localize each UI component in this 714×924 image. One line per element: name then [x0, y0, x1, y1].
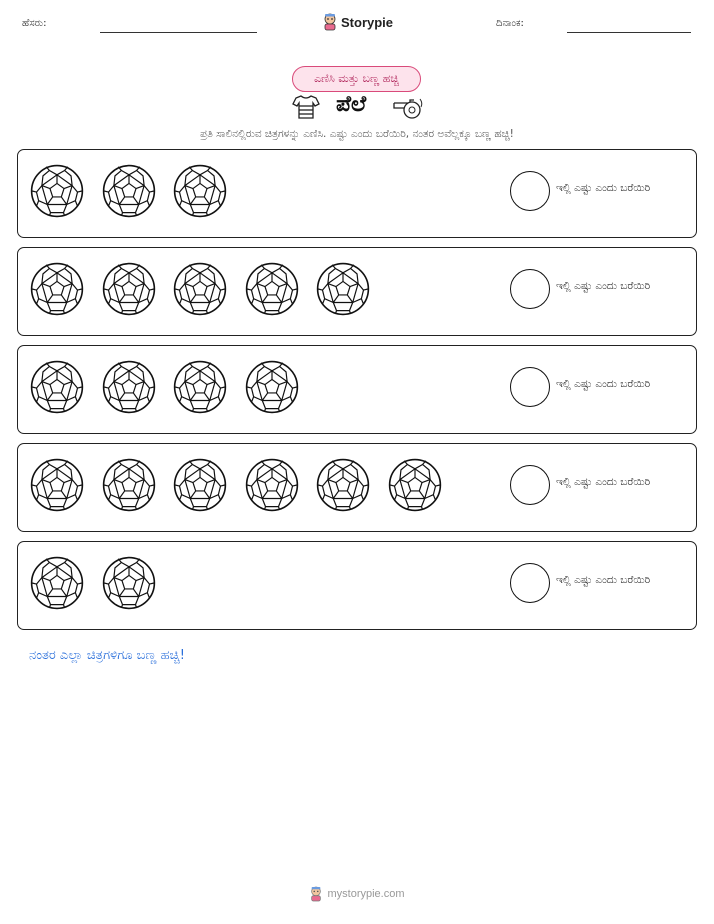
- soccer-ball-icon: [30, 556, 84, 610]
- date-label: ದಿನಾಂಕ:: [496, 18, 524, 29]
- counting-row: [17, 247, 697, 336]
- soccer-ball-icon: [245, 360, 299, 414]
- answer-label: ಇಲ್ಲಿ ಎಷ್ಟು ಎಂದು ಬರೆಯಿರಿ: [556, 280, 651, 292]
- soccer-ball-icon: [173, 360, 227, 414]
- soccer-ball-icon: [316, 458, 370, 512]
- subject-title: [290, 92, 426, 122]
- worksheet-header: [0, 0, 714, 40]
- answer-label: ಇಲ್ಲಿ ಎಷ್ಟು ಎಂದು ಬರೆಯಿರಿ: [556, 378, 651, 390]
- soccer-ball-icon: [102, 262, 156, 316]
- soccer-ball-icon: [388, 458, 442, 512]
- answer-circle[interactable]: [510, 171, 550, 211]
- soccer-ball-icon: [102, 458, 156, 512]
- soccer-ball-icon: [316, 262, 370, 316]
- storypie-mascot-icon: [309, 886, 323, 902]
- website-footer: [0, 886, 714, 902]
- answer-label: ಇಲ್ಲಿ ಎಷ್ಟು ಎಂದು ಬರೆಯಿರಿ: [556, 574, 651, 586]
- answer-circle[interactable]: [510, 563, 550, 603]
- striped-shirt-icon: [292, 94, 320, 120]
- name-label: ಹೆಸರು:: [22, 18, 47, 29]
- answer-label: ಇಲ್ಲಿ ಎಷ್ಟು ಎಂದು ಬರೆಯಿರಿ: [556, 182, 651, 194]
- counting-row: [17, 443, 697, 532]
- activity-title-pill: [292, 66, 421, 92]
- soccer-ball-icon: [102, 360, 156, 414]
- soccer-ball-icon: [173, 262, 227, 316]
- brand-logo: [322, 12, 393, 32]
- instructions-text: ಪ್ರತಿ ಸಾಲಿನಲ್ಲಿರುವ ಚಿತ್ರಗಳನ್ನು ಎಣಿಸಿ. ಎಷ್ಟು ಎಂದು ಬರೆಯಿರಿ, ನಂತರ ಅವೆಲ್ಲಕ್ಕೂ ಬಣ್ಣ ಹಚ್ಚಿ!: [200, 128, 514, 140]
- website-url: mystorypie.com: [327, 888, 405, 900]
- name-write-line: [100, 32, 257, 33]
- soccer-ball-icon: [102, 556, 156, 610]
- soccer-ball-icon: [30, 164, 84, 218]
- footer-note: ನಂತರ ಎಲ್ಲಾ ಚಿತ್ರಗಳಿಗೂ ಬಣ್ಣ ಹಚ್ಚಿ!: [29, 648, 185, 663]
- whistle-icon: [390, 95, 424, 119]
- answer-circle[interactable]: [510, 269, 550, 309]
- soccer-ball-icon: [245, 458, 299, 512]
- answer-circle[interactable]: [510, 367, 550, 407]
- counting-row: [17, 345, 697, 434]
- subject-word: ಪೆಲೆ: [336, 92, 367, 117]
- soccer-ball-icon: [30, 458, 84, 512]
- soccer-ball-icon: [30, 360, 84, 414]
- soccer-ball-icon: [245, 262, 299, 316]
- answer-label: ಇಲ್ಲಿ ಎಷ್ಟು ಎಂದು ಬರೆಯಿರಿ: [556, 476, 651, 488]
- soccer-ball-icon: [30, 262, 84, 316]
- brand-name: Storypie: [341, 14, 394, 30]
- soccer-ball-icon: [173, 164, 227, 218]
- storypie-mascot-icon: [322, 13, 338, 31]
- soccer-ball-icon: [173, 458, 227, 512]
- counting-row: [17, 541, 697, 630]
- counting-row: [17, 149, 697, 238]
- answer-circle[interactable]: [510, 465, 550, 505]
- date-write-line: [567, 32, 691, 33]
- activity-title: ಎಣಿಸಿ ಮತ್ತು ಬಣ್ಣ ಹಚ್ಚಿ: [314, 72, 399, 85]
- soccer-ball-icon: [102, 164, 156, 218]
